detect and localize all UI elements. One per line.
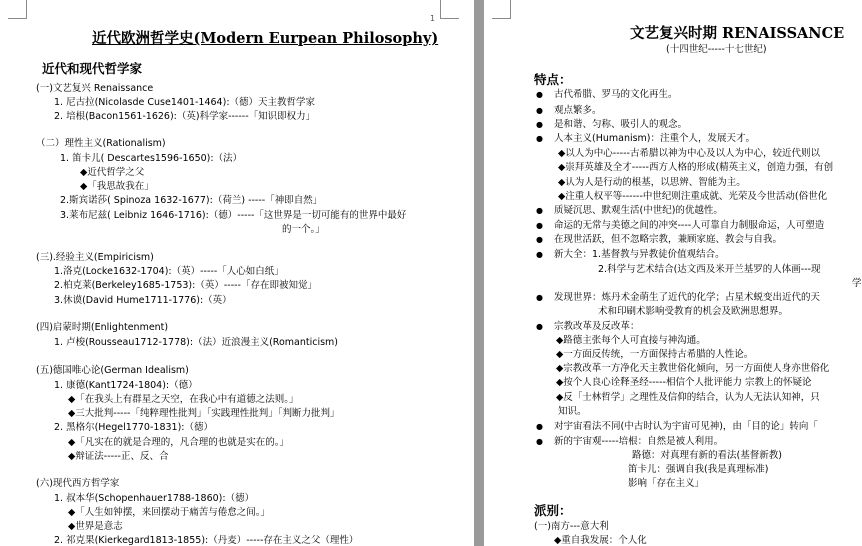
bullet-icon: ● xyxy=(536,90,543,99)
outline-heading: (六)现代西方哲学家 xyxy=(36,478,120,489)
bullet-item: 新的宇宙观-----培根：自然是被人利用。 xyxy=(554,436,724,447)
sub-bullet-item: ◆以人为中心-----古希腊以神为中心及以人为中心，较近代则以 xyxy=(558,148,820,159)
bullet-item-continued: 学 xyxy=(852,278,862,289)
bullet-item: 观点繁多。 xyxy=(554,105,602,116)
list-item: 2.柏克莱(Berkeley1685-1753):（英）-----「存在即被知觉」 xyxy=(54,280,317,291)
outline-heading: (一)文艺复兴 Renaissance xyxy=(36,83,154,94)
bullet-icon: ● xyxy=(536,422,543,431)
bullet-item: ◆世界是意志 xyxy=(68,521,123,532)
bullet-item-continued: 影响「存在主义」 xyxy=(628,478,705,489)
bullet-item: ◆「在我头上有群星之天空，在我心中有道德之法则。」 xyxy=(68,394,299,405)
sub-bullet-item: ◆认为人是行动的根基，以思辨、智能为主。 xyxy=(558,177,746,188)
page-title: 文艺复兴时期 RENAISSANCE xyxy=(630,25,845,42)
bullet-icon: ● xyxy=(536,134,543,143)
margin-corner-mark xyxy=(492,0,511,19)
list-item: 3.莱布尼兹( Leibniz 1646-1716):（德）-----「这世界是一切可能有的世界中最好 xyxy=(60,210,407,221)
list-item: 1. 叔本华(Schopenhauer1788-1860):（德） xyxy=(54,493,255,504)
list-item: 1. 卢梭(Rousseau1712-1778):（法）近浪漫主义(Romanticism) xyxy=(54,337,338,348)
bullet-item: 人本主义(Humanism)：注重个人，发展天才。 xyxy=(554,133,756,144)
bullet-item: ◆近代哲学之父 xyxy=(80,167,145,178)
sub-bullet-item: ◆路德主张每个人可直接与神沟通。 xyxy=(556,335,706,346)
list-item: 1. 康德(Kant1724-1804):（德） xyxy=(54,380,198,391)
sub-bullet-item: ◆反「士林哲学」之理性及信仰的结合，认为人无法认知神，只 xyxy=(556,392,820,403)
sub-bullet-item-continued: 知识。 xyxy=(558,406,587,417)
list-item: 2. 培根(Bacon1561-1626):（英)科学家------「知识即权力」 xyxy=(54,111,316,122)
bullet-item: ◆三大批判-----「纯粹理性批判」「实践理性批判」「判断力批判」 xyxy=(68,408,340,419)
bullet-item: 发现世界：炼丹术金萌生了近代的化学；占星术蜕变出近代的天 xyxy=(554,292,821,303)
bullet-icon: ● xyxy=(536,293,543,302)
sub-bullet-item: ◆崇拜英雄及全才-----西方人格的形成(精英主义，创造力强，有创 xyxy=(558,162,834,173)
bullet-item: ◆「凡实在的就是合理的，凡合理的也就是实在的。」 xyxy=(68,437,290,448)
bullet-item: 对宇宙看法不同(中古时认为宇宙可见神)，由「目的论」转向「 xyxy=(554,421,818,432)
outline-heading: （二）理性主义(Rationalism) xyxy=(36,138,166,149)
sub-bullet-item: ◆重自我发展：个人化 xyxy=(554,535,647,546)
list-item-continued: 的一个。」 xyxy=(282,224,325,235)
margin-corner-mark xyxy=(8,0,27,19)
section-heading: 特点： xyxy=(534,72,572,87)
list-item: 1. 笛卡儿( Descartes1596-1650):（法） xyxy=(60,153,243,164)
bullet-item: ◆「我思故我在」 xyxy=(80,181,154,192)
list-item: 1. 尼古拉(Nicolasde Cuse1401-1464):（德）天主教哲学家 xyxy=(54,97,316,108)
sub-bullet-item: ◆宗教改革一方净化天主教世俗化倾向，另一方面使人身亦世俗化 xyxy=(556,363,830,374)
sub-bullet-item: ◆注重人权平等------中世纪则注重成就、光荣及今世活动(俗世化 xyxy=(558,191,828,202)
outline-heading: (一)南方---意大利 xyxy=(534,521,609,532)
bullet-item: 新大全：1.基督教与异教徒价值观结合。 xyxy=(554,249,725,260)
document-title: 近代欧洲哲学史(Modern Eurpean Philosophy) xyxy=(92,30,439,47)
sub-bullet-item: ◆一方面反传统，一方面保持古希腊的人性论。 xyxy=(556,349,754,360)
document-page-right xyxy=(484,0,862,546)
bullet-icon: ● xyxy=(536,206,543,215)
bullet-item: 是和谐、匀称、吸引人的观念。 xyxy=(554,119,688,130)
bullet-icon: ● xyxy=(536,106,543,115)
list-item: 1.洛克(Locke1632-1704):（英）-----「人心如白纸」 xyxy=(54,266,284,277)
bullet-item: 在现世活跃，但不忽略宗教，兼顾家庭、教会与自我。 xyxy=(554,234,783,245)
list-item: 2. 黑格尔(Hegel1770-1831):（德） xyxy=(54,422,213,433)
bullet-item-continued: 路德：对真理有新的看法(基督新教) xyxy=(632,450,782,461)
bullet-icon: ● xyxy=(536,437,543,446)
list-item: 3.休谟(David Hume1711-1776):（英） xyxy=(54,295,232,306)
margin-corner-mark xyxy=(440,0,459,19)
bullet-item: ◆辩证法-----正、反、合 xyxy=(68,451,169,462)
sub-bullet-item: ◆按个人良心诠释圣经-----相信个人批评能力 宗教上的怀疑论 xyxy=(556,377,812,388)
list-item: 2.斯宾诺莎( Spinoza 1632-1677):（荷兰) -----「神即自然」 xyxy=(60,195,323,206)
bullet-item-continued: 2.科学与艺术结合(达文西及米开兰基罗的人体画---现 xyxy=(598,264,821,275)
list-item: 2. 祁克果(Kierkegard1813-1855):（丹麦）-----存在主义之父（理性） xyxy=(54,535,359,546)
bullet-item-continued: 术和印刷术影响受教育的机会及欧洲思想界。 xyxy=(598,306,789,317)
bullet-item: 质疑沉思、默观生活(中世纪)的优越性。 xyxy=(554,205,723,216)
outline-heading: (三).经验主义(Empiricism) xyxy=(36,252,154,263)
outline-heading: (五)德国唯心论(German Idealism) xyxy=(36,365,189,376)
bullet-icon: ● xyxy=(536,120,543,129)
bullet-item: 命运的无常与美德之间的冲突----人可靠自力制服命运，人可塑造 xyxy=(554,220,825,231)
bullet-icon: ● xyxy=(536,250,543,259)
section-heading: 派别： xyxy=(534,503,572,518)
bullet-item: 古代希腊、罗马的文化再生。 xyxy=(554,89,678,100)
outline-heading: (四)启蒙时期(Enlightenment) xyxy=(36,322,169,333)
bullet-icon: ● xyxy=(536,235,543,244)
bullet-item-continued: 笛卡儿：强调自我(我是真理标准) xyxy=(628,464,769,475)
bullet-icon: ● xyxy=(536,322,543,331)
page-subtitle: (十四世纪-----十七世纪) xyxy=(666,44,767,55)
section-heading: 近代和现代哲学家 xyxy=(42,61,143,76)
page-number: 1 xyxy=(430,14,436,23)
bullet-icon: ● xyxy=(536,221,543,230)
bullet-item: ◆「人生如钟摆，来回摆动于痛苦与倦怠之间。」 xyxy=(68,507,271,518)
bullet-item: 宗教改革及反改革： xyxy=(554,321,640,332)
